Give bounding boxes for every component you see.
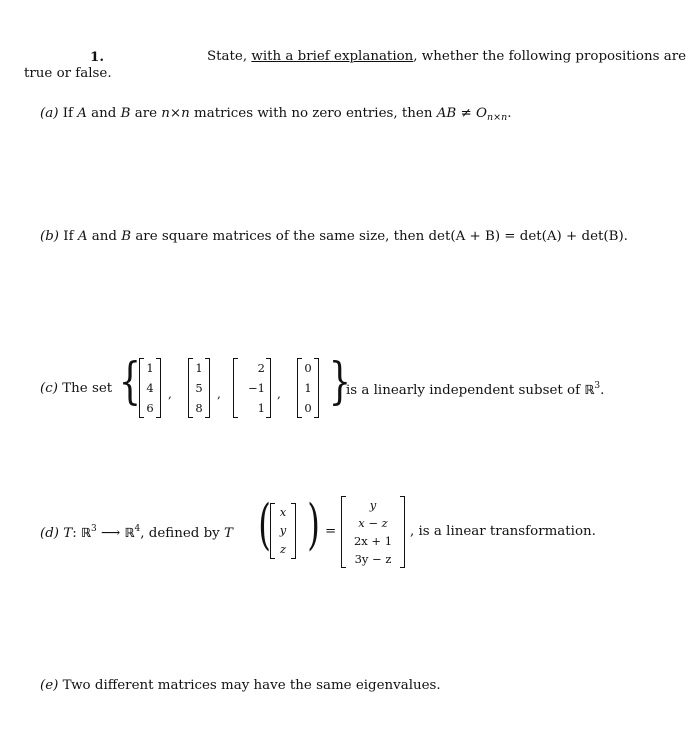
- d-text-1: [40, 524, 233, 541]
- d-in-z: z: [279, 542, 287, 557]
- proposition-a: [40, 106, 511, 123]
- b-text-and: and: [91, 229, 117, 244]
- c-v3-e3: 1: [257, 400, 265, 415]
- d-out-1: y: [369, 497, 377, 512]
- c-vector-4: [297, 358, 319, 418]
- left-brace: {: [118, 352, 142, 410]
- c-label: [40, 381, 112, 396]
- d-T2: T: [224, 526, 233, 541]
- d-arrow: ⟶: [101, 526, 121, 541]
- question-intro: [207, 49, 686, 64]
- a-zero-matrix-sub: n×n: [487, 112, 508, 123]
- proposition-e: [40, 678, 441, 693]
- d-exp1: 3: [91, 524, 97, 534]
- c-v4-e3: 0: [304, 400, 312, 415]
- a-text-2: matrices with no zero entries, then: [194, 106, 433, 121]
- d-colon: :: [72, 526, 77, 541]
- c-text-set: The set: [62, 381, 113, 396]
- a-text-are: are: [134, 106, 158, 121]
- c-v3-e2: −1: [248, 380, 265, 395]
- label-a: (a): [40, 106, 59, 121]
- a-var-A: A: [77, 106, 87, 121]
- c-period: .: [600, 383, 605, 398]
- c-text-independent: is a linearly independent subset of: [346, 383, 581, 398]
- intro-underlined: with a brief explanation: [251, 49, 414, 64]
- c-v4-e1: 0: [304, 360, 312, 375]
- d-out-4: 3y − z: [354, 551, 392, 566]
- a-var-B: B: [120, 106, 131, 121]
- label-d: (d): [40, 526, 60, 541]
- c-v2-e2: 5: [195, 380, 203, 395]
- c-v1-e2: 4: [146, 380, 154, 395]
- d-equals: =: [325, 524, 337, 539]
- e-text: Two different matrices may have the same eigenvalues.: [62, 678, 441, 693]
- b-text-if: If: [63, 229, 74, 244]
- d-text-defined: , defined by: [140, 526, 220, 541]
- label-b: (b): [40, 229, 60, 244]
- question-number: 1.: [90, 49, 104, 65]
- d-T: T: [63, 526, 73, 541]
- a-neq: ≠: [460, 106, 472, 121]
- d-out-2: x − z: [358, 515, 388, 530]
- c-v1-e3: 6: [146, 400, 154, 415]
- c-vector-3: [233, 358, 271, 418]
- c-real-numbers: ℝ: [584, 382, 595, 397]
- c-text-2: [346, 381, 604, 398]
- a-zero-matrix: O: [476, 106, 487, 121]
- d-text-2: , is a linear transformation.: [410, 524, 596, 539]
- a-text-and: and: [91, 106, 117, 121]
- d-output-vector: [341, 496, 405, 568]
- right-paren: ): [307, 493, 320, 556]
- d-exp2: 4: [134, 524, 141, 534]
- c-vector-1: [139, 358, 161, 418]
- intro-before: State,: [207, 49, 248, 64]
- c-v1-e1: 1: [146, 360, 154, 375]
- b-var-B: B: [121, 229, 132, 244]
- label-e: (e): [40, 678, 59, 693]
- comma: ,: [168, 387, 172, 401]
- c-exp: 3: [594, 381, 601, 391]
- right-brace: }: [328, 352, 352, 410]
- a-AB: AB: [436, 106, 457, 121]
- a-period: .: [507, 106, 512, 121]
- b-var-A: A: [77, 229, 88, 244]
- question-intro-line2: true or false.: [24, 66, 112, 81]
- proposition-b: [40, 229, 628, 244]
- d-in-x: x: [279, 504, 287, 519]
- c-v3-e1: 2: [257, 360, 265, 375]
- b-equation: det(A + B) = det(A) + det(B).: [428, 229, 628, 244]
- c-v2-e3: 8: [195, 400, 203, 415]
- d-in-y: y: [279, 523, 287, 538]
- b-text-2: are square matrices of the same size, then: [135, 229, 425, 244]
- c-vector-2: [188, 358, 210, 418]
- a-text-if: If: [62, 106, 73, 121]
- c-v4-e2: 1: [304, 380, 312, 395]
- a-nxn: n×n: [161, 106, 190, 121]
- intro-after: , whether the following propositions are: [413, 49, 686, 64]
- c-v2-e1: 1: [195, 360, 203, 375]
- d-input-vector: [270, 503, 296, 559]
- label-c: (c): [40, 381, 58, 396]
- comma: ,: [217, 387, 221, 401]
- d-out-3: 2x + 1: [353, 533, 393, 548]
- comma: ,: [277, 387, 281, 401]
- d-R3: ℝ: [81, 525, 92, 540]
- left-paren: (: [258, 493, 271, 556]
- d-R4: ℝ: [124, 525, 135, 540]
